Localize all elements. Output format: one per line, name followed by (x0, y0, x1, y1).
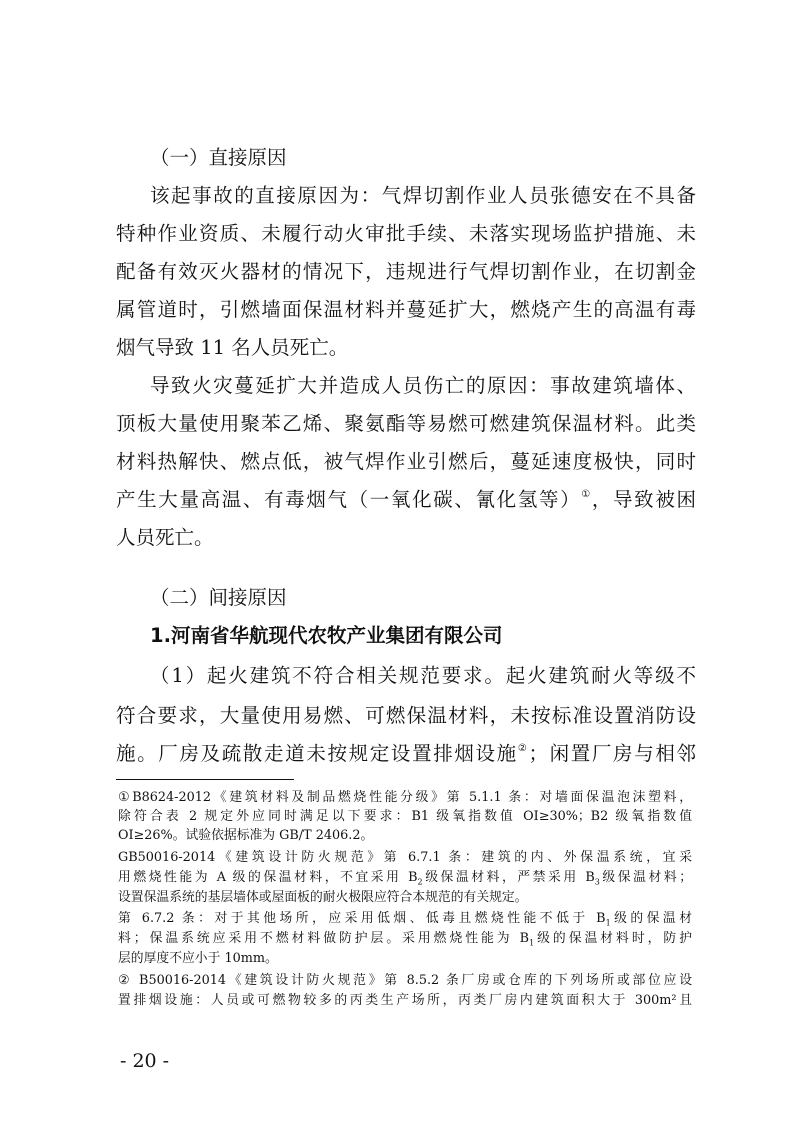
paragraph-line: （1）起火建筑不符合相关规范要求。起火建筑耐火等级不 (150, 664, 696, 687)
paragraph-line: 烟气导致 11 名人员死亡。 (116, 336, 349, 359)
paragraph-text: ，导致被困 (591, 488, 696, 511)
paragraph-text: 施。厂房及疏散走道未按规定设置排烟设施 (116, 742, 518, 765)
paragraph-line: 材料热解快、燃点低，被气焊作业引燃后，蔓延速度极快，同时 (116, 450, 696, 473)
paragraph-line (116, 490, 696, 510)
footnote-text: 第 6.7.2 条：对于其他场所，应采用低烟、低毒且燃烧性能不低于 B (118, 911, 606, 926)
subscript: 3 (594, 877, 600, 887)
subscript: 1 (605, 918, 611, 928)
footnote-line: ①B8624-2012《建筑材料及制品燃烧性能分级》第 5.1.1 条：对墙面保温泡沫塑料， (118, 790, 692, 805)
footnote-text: 料；保温系统应采用不燃材料做防护层。采用燃烧性能为 B (118, 931, 530, 946)
paragraph-line: 符合要求，大量使用易燃、可燃保温材料，未按标准设置消防设 (116, 704, 696, 727)
footnote-line: 除符合表 2 规定外应同时满足以下要求：B1 级氧指数值 OI≥30%；B2 级氧指数值 (118, 809, 692, 824)
footnote-line: OI≥26%。试验依据标准为 GB/T 2406.2。 (118, 828, 374, 843)
footnote-text: 用燃烧性能为 A 级的保温材料，不宜采用 B (118, 870, 418, 885)
paragraph-text: ；闲置厂房与相邻 (528, 742, 696, 765)
page-number: - 20 - (120, 1050, 170, 1072)
footnote-ref-2: ② (517, 742, 529, 754)
footnote-line: ② B50016-2014《建筑设计防火规范》第 8.5.2 条厂房或仓库的下列场所或部位应设 (118, 973, 692, 988)
paragraph-line: 人员死亡。 (116, 526, 214, 549)
subscript: 1 (529, 938, 535, 948)
footnote-separator (116, 779, 294, 780)
footnote-line (118, 913, 692, 926)
paragraph-line: 该起事故的直接原因为：气焊切割作业人员张德安在不具备 (150, 184, 696, 207)
footnote-line (118, 872, 692, 885)
footnote-line: 层的厚度不应小于 10mm。 (118, 951, 278, 966)
footnote-line (118, 933, 692, 946)
paragraph-line: 属管道时，引燃墙面保温材料并蔓延扩大，燃烧产生的高温有毒 (116, 298, 696, 321)
paragraph-line: 特种作业资质、未履行动火审批手续、未落实现场监护措施、未 (116, 222, 696, 245)
paragraph-text: 产生大量高温、有毒烟气（一氧化碳、氰化氢等） (116, 488, 582, 511)
footnote-line: 置排烟设施：人员或可燃物较多的丙类生产场所，丙类厂房内建筑面积大于 300m²且 (118, 993, 692, 1008)
footnote-ref-1: ① (581, 488, 592, 500)
paragraph-line: 配备有效灭火器材的情况下，违规进行气焊切割作业，在切割金 (116, 260, 696, 283)
paragraph-line: 导致火灾蔓延扩大并造成人员伤亡的原因：事故建筑墙体、 (150, 374, 696, 397)
paragraph-line: 顶板大量使用聚苯乙烯、聚氨酯等易燃可燃建筑保温材料。此类 (116, 412, 696, 435)
section-heading-indirect-cause: （二）间接原因 (150, 586, 287, 609)
section-heading-direct-cause: （一）直接原因 (150, 146, 287, 169)
footnote-text: 级的保温材 (610, 911, 692, 926)
subscript: 2 (417, 877, 423, 887)
footnote-text: 级的保温材料时，防护 (534, 931, 692, 946)
footnote-text: 级保温材料，严禁采用 B (422, 870, 595, 885)
footnote-line: GB50016-2014《建筑设计防火规范》第 6.7.1 条：建筑的内、外保温系统，宜采 (118, 850, 692, 865)
footnote-text: 级保温材料； (599, 870, 692, 885)
footnote-line: 设置保温系统的基层墙体或屋面板的耐火极限应符合本规范的有关规定。 (118, 890, 528, 905)
paragraph-line (116, 744, 696, 764)
company-heading: 1.河南省华航现代农牧产业集团有限公司 (150, 624, 503, 647)
